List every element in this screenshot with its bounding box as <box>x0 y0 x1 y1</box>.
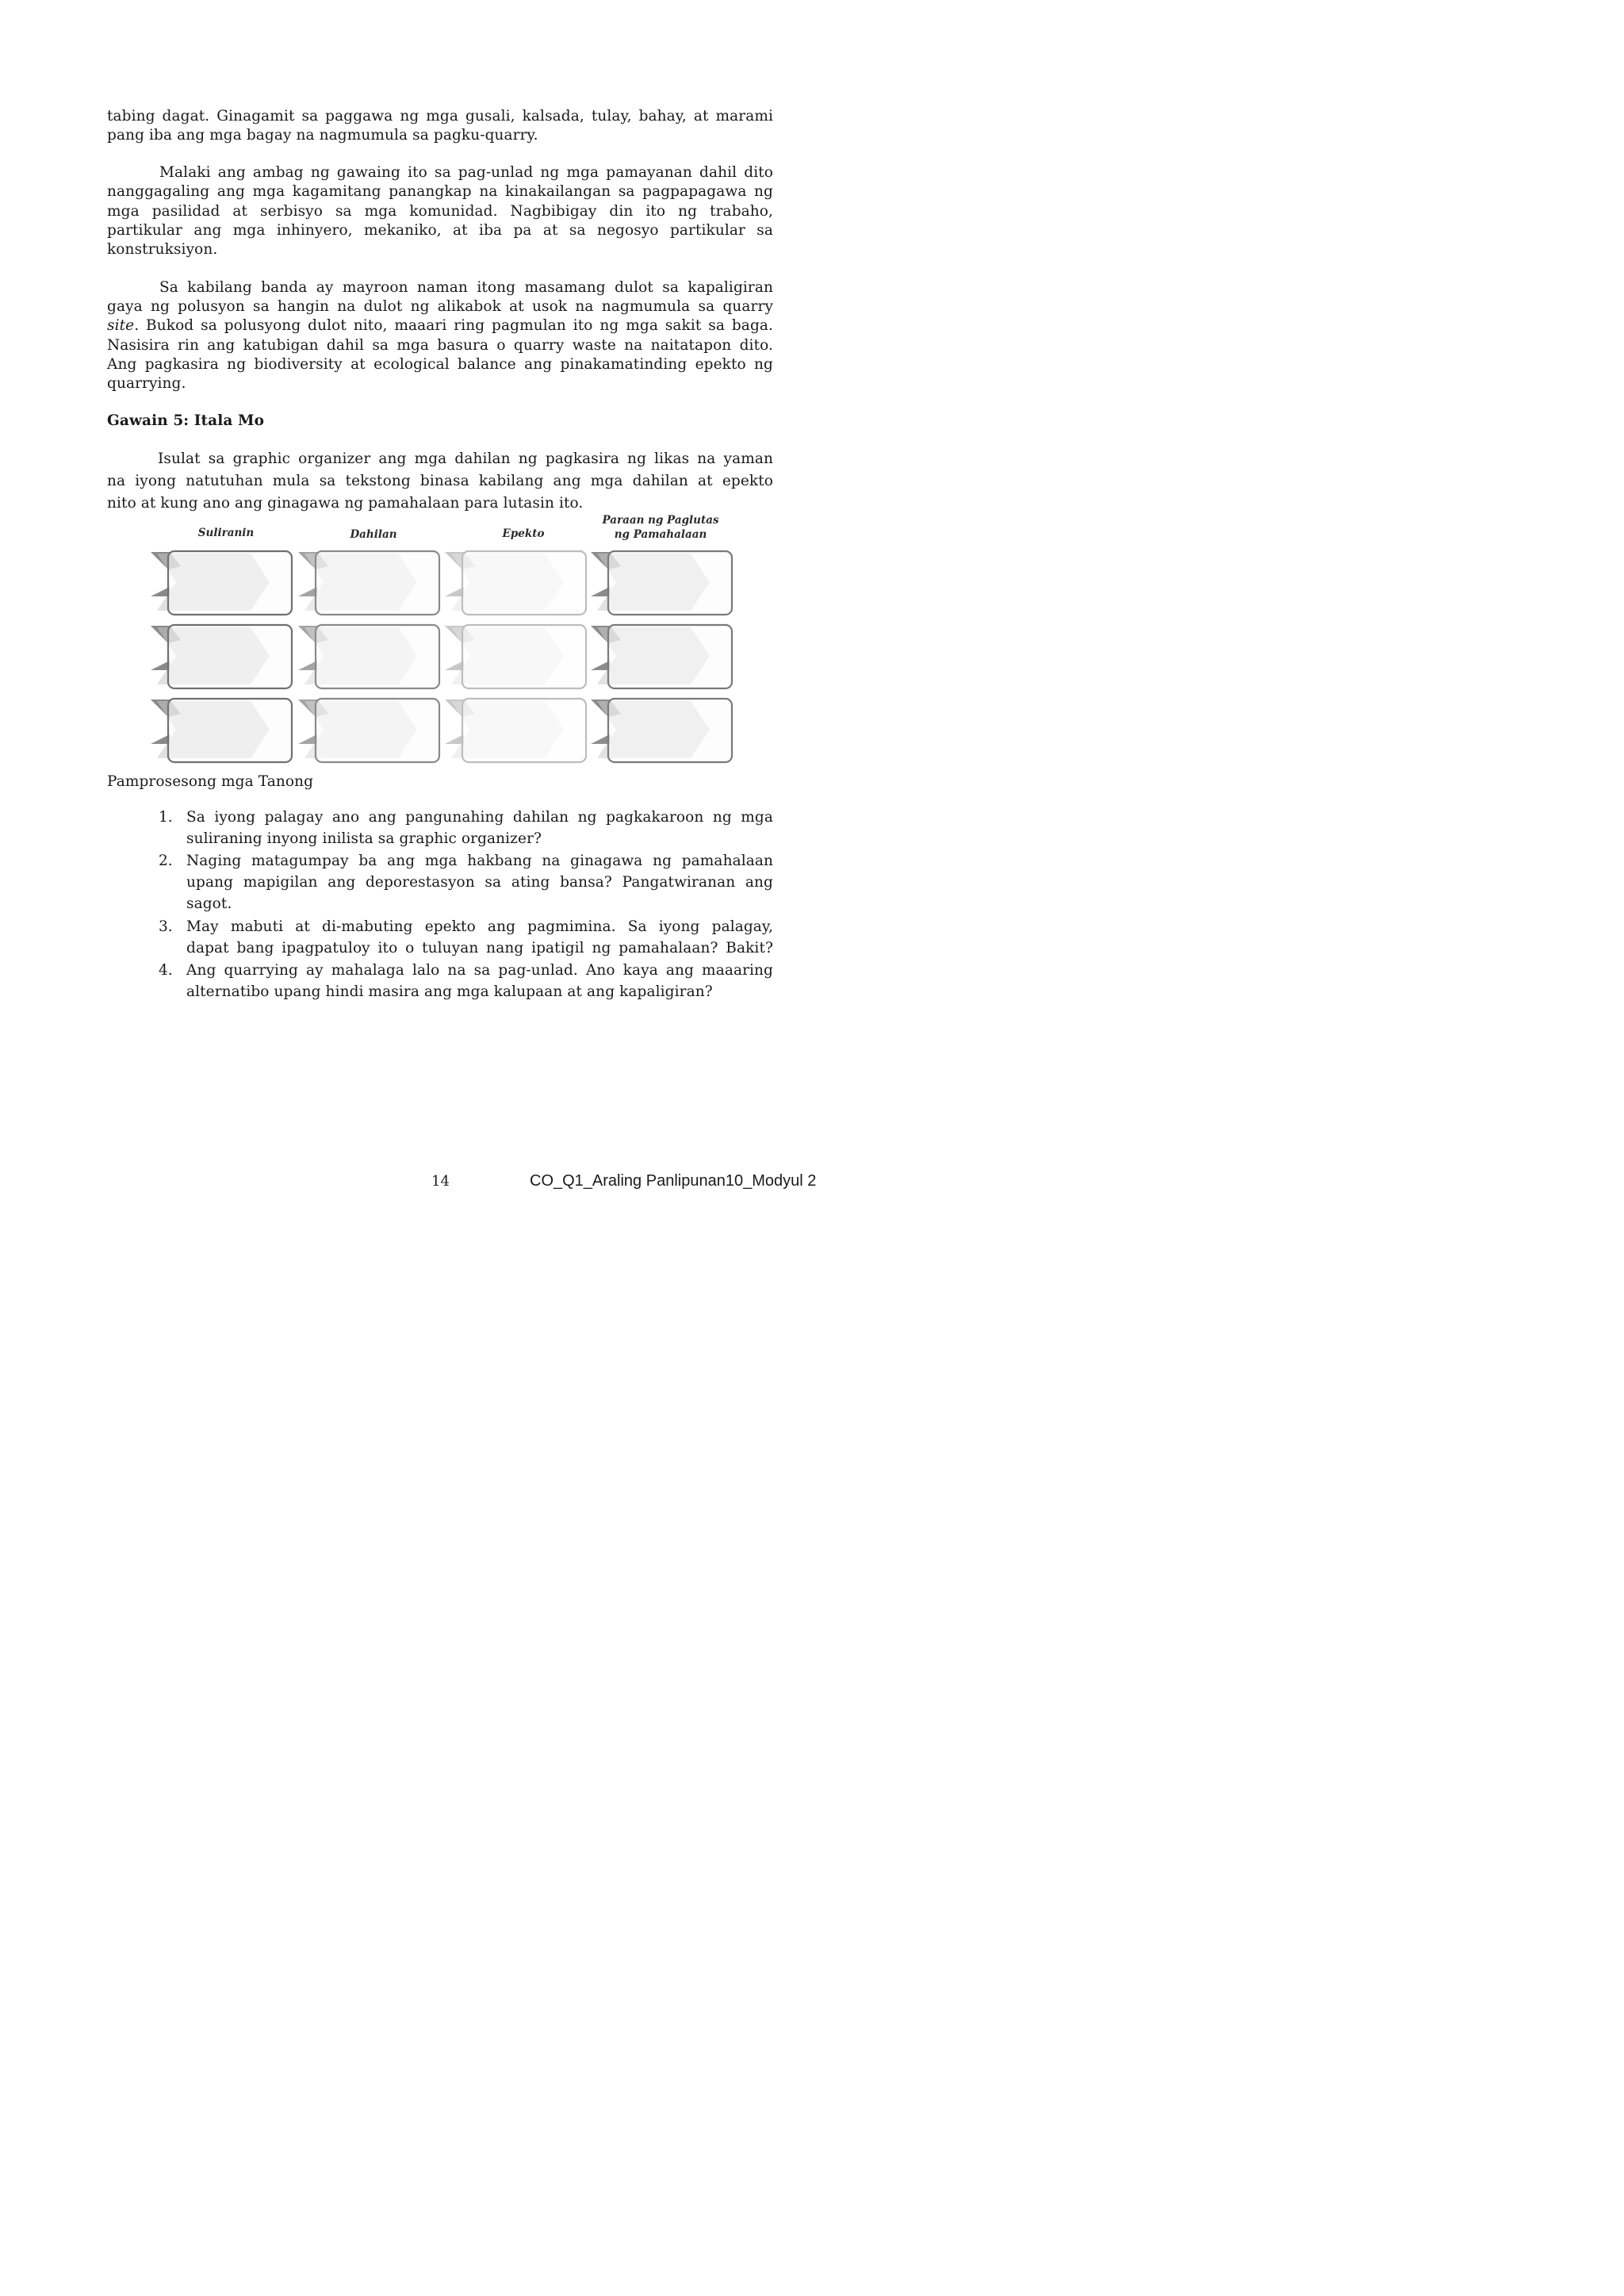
organizer-box-r1-c4 <box>608 551 732 615</box>
organizer-box-r2-c3 <box>462 625 586 688</box>
module-page <box>0 0 872 1233</box>
question-2-line-1: Naging matagumpay ba ang mga hakbang na ginagawa ng pamahalaan <box>186 853 773 869</box>
organizer-arrow-lower <box>591 734 610 744</box>
paragraph-3-line-3-text: . Bukod sa polusyong dulot nito, maaari ring pagmulan ito ng mga sakit sa baga. <box>134 317 773 334</box>
module-code: CO_Q1_Araling Panlipunan10_Modyul 2 <box>530 1172 817 1190</box>
paragraph-3-line-6: quarrying. <box>107 375 186 392</box>
paragraph-1-line-1: tabing dagat. Ginagamit sa paggawa ng mga gusali, kalsada, tulay, bahay, at marami <box>107 108 773 125</box>
organizer-box-r3-c1 <box>168 699 292 762</box>
paragraph-2-line-1: Malaki ang ambag ng gawaing ito sa pag-unlad ng mga pamayanan dahil dito <box>159 164 773 181</box>
question-4-line-2: alternatibo upang hindi masira ang mga kalupaan at ang kapaligiran? <box>186 983 713 1000</box>
organizer-arrow-lower <box>298 587 317 596</box>
paragraph-2-line-4: partikular ang mga inhinyero, mekaniko, at iba pa at sa negosyo partikular sa <box>107 222 773 239</box>
question-3-line-2: dapat bang ipagpatuloy ito o tuluyan nang ipatigil ng pamahalaan? Bakit? <box>186 940 773 956</box>
question-2-number: 2. <box>159 853 173 869</box>
paragraph-3-line-4: Nasisira rin ang katubigan dahil sa mga basura o quarry waste na naitatapon dito. <box>107 337 773 354</box>
question-2-line-3: sagot. <box>186 895 232 912</box>
instructions-line-2: na iyong natutuhan mula sa tekstong binasa kabilang ang mga dahilan at epekto <box>107 473 773 489</box>
organizer-arrow-lower <box>151 587 170 596</box>
organizer-box-r1-c2 <box>316 551 439 615</box>
paragraph-2-line-3: mga pasilidad at serbisyo sa mga komunidad. Nagbibigay din ito ng trabaho, <box>107 203 773 220</box>
organizer-arrow-lower <box>445 734 464 744</box>
organizer-box-r3-c3 <box>462 699 586 762</box>
column-header-dahilan: Dahilan <box>350 528 397 541</box>
column-header-epekto: Epekto <box>502 527 545 540</box>
column-header-suliranin: Suliranin <box>197 527 255 539</box>
question-3-number: 3. <box>159 918 173 935</box>
questions-heading: Pamprosesong mga Tanong <box>107 773 314 790</box>
question-1-line-1: Sa iyong palagay ano ang pangunahing dahilan ng pagkakaroon ng mga <box>186 809 773 826</box>
organizer-box-r3-c4 <box>608 699 732 762</box>
organizer-arrow-lower <box>151 734 170 744</box>
paragraph-3-line-5: Ang pagkasira ng biodiversity at ecological balance ang pinakamatinding epekto ng <box>107 356 773 373</box>
organizer-arrow-lower <box>591 587 610 596</box>
organizer-box-r1-c3 <box>462 551 586 615</box>
instructions-line-1: Isulat sa graphic organizer ang mga dahilan ng pagkasira ng likas na yaman <box>158 450 773 467</box>
organizer-arrow-lower <box>298 734 317 744</box>
page-number: 14 <box>431 1173 450 1190</box>
column-header-paraan-ng-paglutas: Paraan ng Paglutas <box>602 514 719 527</box>
organizer-arrow-lower <box>591 661 610 670</box>
column-header-ng-pamahalaan: ng Pamahalaan <box>614 528 707 541</box>
italic-site-word: site <box>107 317 135 334</box>
question-1-number: 1. <box>159 809 173 826</box>
paragraph-3-line-1: Sa kabilang banda ay mayroon naman itong masamang dulot sa kapaligiran <box>159 279 773 296</box>
question-2-line-2: upang mapigilan ang deporestasyon sa ating bansa? Pangatwiranan ang <box>186 874 773 891</box>
organizer-box-r2-c1 <box>168 625 292 688</box>
question-4-number: 4. <box>159 962 173 979</box>
paragraph-1-line-2: pang iba ang mga bagay na nagmumula sa pagku-quarry. <box>107 127 538 144</box>
question-3-line-1: May mabuti at di-mabuting epekto ang pagmimina. Sa iyong palagay, <box>186 918 773 935</box>
organizer-arrow-lower <box>298 661 317 670</box>
organizer-arrow-lower <box>445 661 464 670</box>
activity-title: Gawain 5: Itala Mo <box>107 412 265 429</box>
paragraph-3-line-2: gaya ng polusyon sa hangin na dulot ng alikabok at usok na nagmumula sa quarry <box>107 298 773 315</box>
graphic-organizer <box>0 0 872 1233</box>
organizer-box-r3-c2 <box>316 699 439 762</box>
question-1-line-2: suliraning inyong inilista sa graphic organizer? <box>186 830 542 847</box>
organizer-arrow-lower <box>151 661 170 670</box>
question-4-line-1: Ang quarrying ay mahalaga lalo na sa pag-unlad. Ano kaya ang maaaring <box>186 962 773 979</box>
organizer-arrow-lower <box>445 587 464 596</box>
organizer-box-r1-c1 <box>168 551 292 615</box>
organizer-box-r2-c2 <box>316 625 439 688</box>
paragraph-2-line-2: nanggagaling ang mga kagamitang panangkap na kinakailangan sa pagpapagawa ng <box>107 183 773 200</box>
paragraph-2-line-5: konstruksiyon. <box>107 241 218 258</box>
instructions-line-3: nito at kung ano ang ginagawa ng pamahalaan para lutasin ito. <box>107 495 584 512</box>
organizer-box-r2-c4 <box>608 625 732 688</box>
